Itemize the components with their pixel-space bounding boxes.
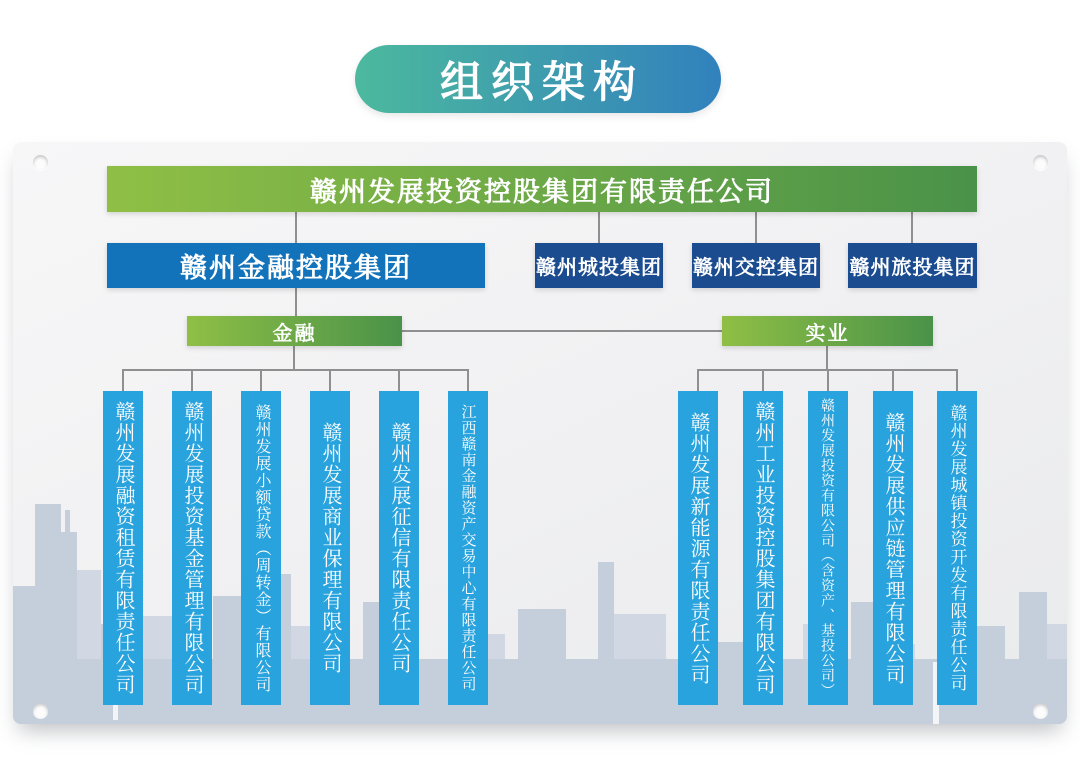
org-column-label: 赣州发展商业保理有限公司 [319, 422, 341, 674]
org-box-transport-holding [692, 243, 820, 288]
connector-line [755, 212, 757, 243]
org-column-finance-1 [103, 391, 143, 705]
branch-bar-industry-label: 实业 [805, 322, 850, 345]
page-title-banner [355, 45, 721, 113]
org-column-label: 赣州发展供应链管理有限公司 [882, 411, 904, 685]
connector-line [398, 369, 400, 391]
org-column-label: 赣州发展投资基金管理有限公司 [181, 401, 203, 695]
org-box-root-label: 赣州发展投资控股集团有限责任公司 [310, 176, 774, 207]
connector-line [122, 369, 469, 371]
org-column-industry-2 [743, 391, 783, 705]
org-column-finance-6 [448, 391, 488, 705]
org-column-industry-1 [678, 391, 718, 705]
mount-hole-bottom-right [1033, 703, 1048, 718]
org-column-label: 赣州发展融资租赁有限责任公司 [112, 401, 134, 695]
org-column-finance-5 [379, 391, 419, 705]
connector-line [122, 369, 124, 391]
branch-bar-finance [187, 316, 402, 346]
connector-line [293, 346, 295, 369]
mount-hole-top-left [33, 155, 48, 170]
connector-line [191, 369, 193, 391]
org-box-finance-holding-label: 赣州金融控股集团 [180, 253, 412, 283]
connector-line [295, 288, 297, 316]
org-box-tourism-investment [848, 243, 977, 288]
chart-board [13, 142, 1067, 724]
org-box-finance-holding [107, 243, 485, 288]
org-box-tourism-investment-label: 赣州旅投集团 [849, 257, 976, 279]
mount-hole-top-right [1033, 155, 1048, 170]
org-box-root [107, 166, 977, 212]
connector-line [467, 369, 469, 391]
org-column-label: 赣州发展城镇投资开发有限责任公司 [947, 404, 967, 692]
connector-line [598, 212, 600, 243]
connector-line [762, 369, 764, 391]
connector-line [260, 369, 262, 391]
connector-line [402, 330, 722, 332]
connector-line [956, 369, 958, 391]
org-column-label: 赣州发展新能源有限责任公司 [687, 411, 709, 685]
org-column-industry-3 [808, 391, 848, 705]
org-box-city-investment-label: 赣州城投集团 [536, 257, 662, 279]
org-column-industry-4 [873, 391, 913, 705]
branch-bar-finance-label: 金融 [272, 322, 317, 345]
org-column-label: 赣州工业投资控股集团有限公司 [752, 401, 774, 695]
connector-line [329, 369, 331, 391]
org-column-finance-2 [172, 391, 212, 705]
page-title: 组织架构 [440, 58, 644, 107]
mount-hole-bottom-left [33, 703, 48, 718]
connector-line [295, 212, 297, 243]
org-column-finance-4 [310, 391, 350, 705]
org-column-finance-3 [241, 391, 281, 705]
connector-line [827, 369, 829, 391]
connector-line [697, 369, 699, 391]
org-column-label: 赣州发展投资有限公司（含资产、基投公司） [820, 398, 836, 698]
org-column-label: 赣州发展征信有限责任公司 [388, 422, 410, 674]
connector-line [911, 212, 913, 243]
org-box-transport-holding-label: 赣州交控集团 [693, 257, 819, 279]
connector-line [892, 369, 894, 391]
org-column-industry-5 [937, 391, 977, 705]
branch-bar-industry [722, 316, 933, 346]
connector-line [826, 346, 828, 369]
org-box-city-investment [535, 243, 663, 288]
org-column-label: 江西赣南金融资产交易中心有限责任公司 [459, 404, 477, 692]
org-column-label: 赣州发展小额贷款（周转金）有限公司 [253, 403, 270, 693]
